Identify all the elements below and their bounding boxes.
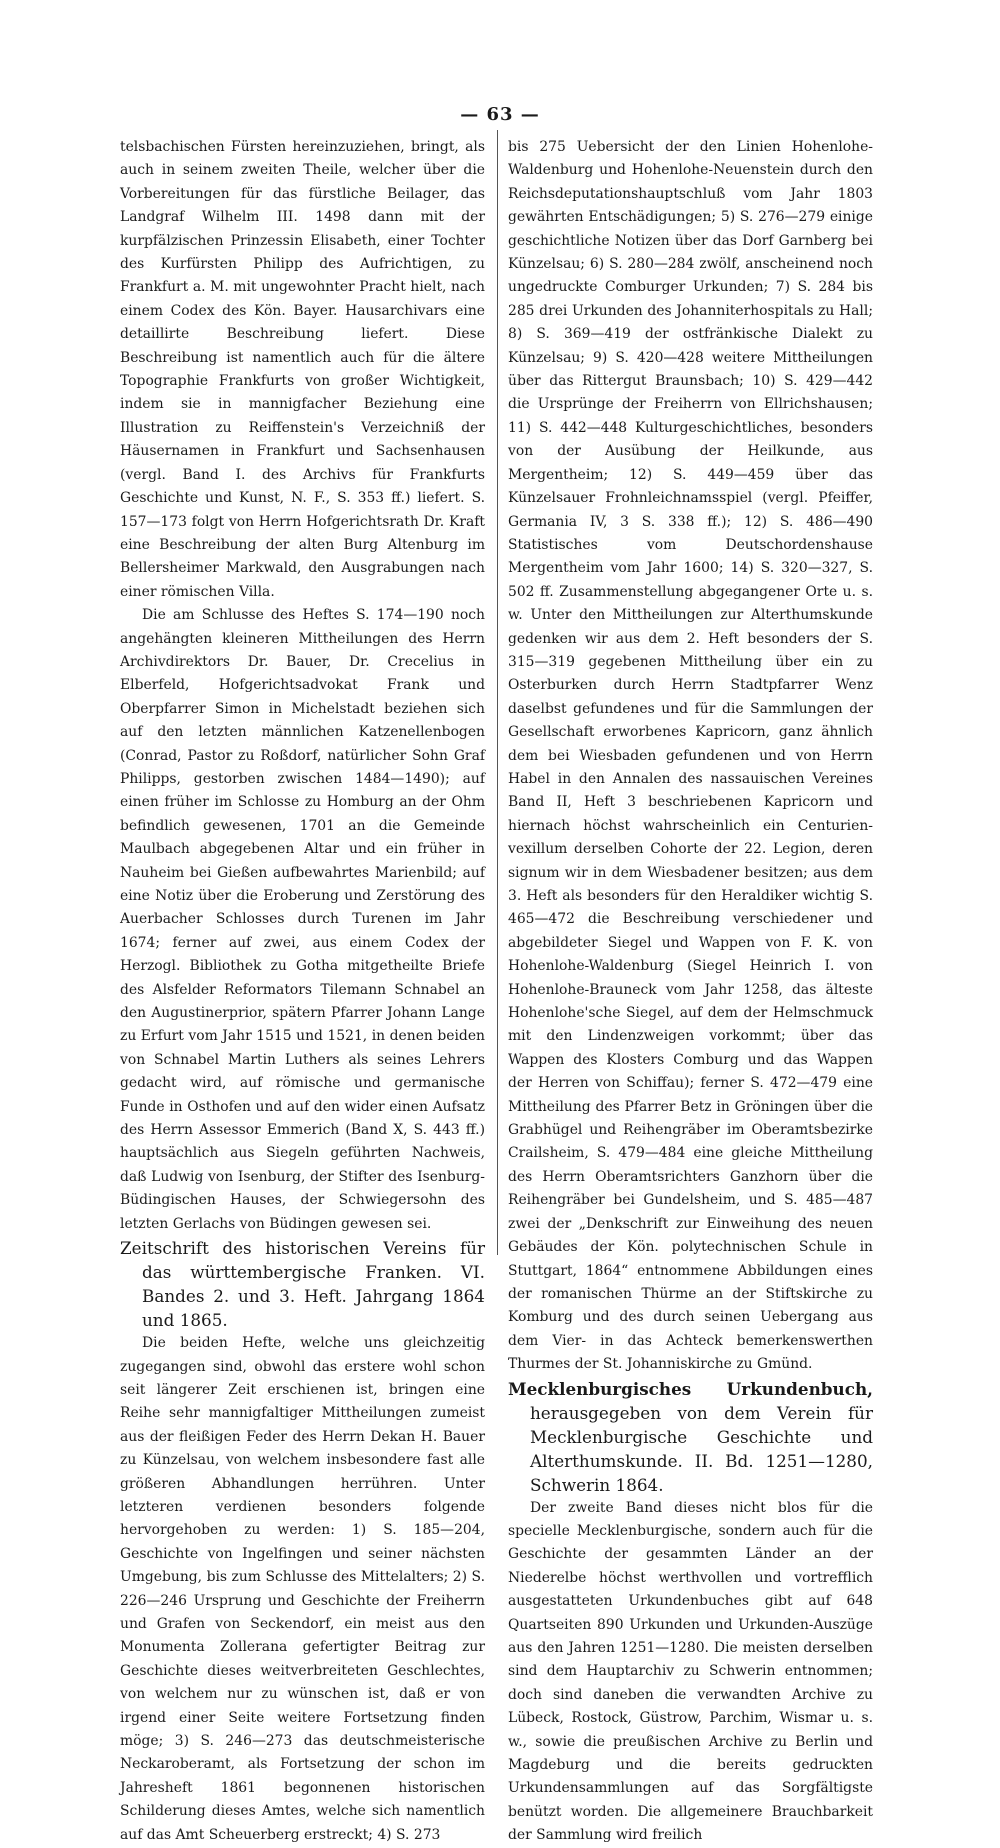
right-column: [508, 136, 873, 1848]
section-heading: [508, 1377, 873, 1497]
heading-title: Mecklenburgisches Urkundenbuch,: [508, 1378, 873, 1399]
paragraph: bis 275 Uebersicht der den Linien Hohenlohe-Waldenburg und Hohenlohe-Neuenstein durch den Reichsdeputationshauptschluß vom Jahr 1803 gewährten Entschädigungen; 5) S. 276—279 einige geschichtliche Notizen über das Dorf Garnberg bei Künzelsau; 6) S. 280—284 zwölf, anscheinend noch ungedruckte Comburger Urkunden; 7) S. 284 bis 285 drei Urkunden des Johanniterhospitals zu Hall; 8) S. 369—419 der ostfränkische Dialekt zu Künzelsau; 9) S. 420—428 weitere Mittheilungen über das Rittergut Braunsbach; 10) S. 429—442 die Ursprünge der Freiherrn von Ellrichshausen; 11) S. 442—448 Kulturgeschichtliches, besonders von der Ausübung der Heilkunde, aus Mergentheim; 12) S. 449—459 über das Künzelsauer Frohnleichnamsspiel (vergl. Pfeiffer, Germania IV, 3 S. 338 ff.); 12) S. 486—490 Statistisches vom Deutschordenshause Mergentheim vom Jahr 1600; 14) S. 320—327, S. 502 ff. Zusammenstellung abgegangener Orte u. s. w. Unter den Mittheilungen zur Alterthumskunde gedenken wir aus dem 2. Heft besonders der S. 315—319 gegebenen Mittheilung über ein zu Osterburken durch Herrn Stadtpfarrer Wenz daselbst gefundenes und für die Sammlungen der Gesellschaft erworbenes Kapricorn, ganz ähnlich dem bei Wiesbaden gefundenen und von Herrn Habel in den Annalen des nassauischen Vereines Band II, Heft 3 beschriebenen Kapricorn und hiernach höchst wahrscheinlich ein Centurien-vexillum derselben Cohorte der 22. Legion, deren signum wir in dem Wiesbadener besitzen; aus dem 3. Heft als besonders für den Heraldiker wichtig S. 465—472 die Beschreibung verschiedener und abgebildeter Siegel und Wappen von F. K. von Hohenlohe-Waldenburg (Siegel Heinrich I. von Hohenlohe-Brauneck vom Jahr 1258, das älteste Hohenlohe'sche Siegel, auf dem der Helmschmuck mit den Lindenzweigen vorkommt; über das Wappen des Klosters Comburg und das Wappen der Herren von Schiffau); ferner S. 472—479 eine Mittheilung des Pfarrer Betz in Gröningen über die Grabhügel und Reihengräber im Oberamtsbezirke Crailsheim, S. 479—484 eine gleiche Mittheilung des Herrn Oberamtsrichters Ganzhorn über die Reihengräber bei Gundelsheim, und S. 485—487 zwei der „Denkschrift zur Einweihung des neuen Gebäudes der Kön. polytechnischen Schule in Stuttgart, 1864“ entnommene Abbildungen eines der romanischen Thürme an der Stiftskirche zu Komburg und des durch seinen Uebergang aus dem Vier- in das Achteck bemerkenswerthen Thurmes der St. Johanniskirche zu Gmünd.: [508, 139, 873, 1373]
paragraph: Der zweite Band dieses nicht blos für die specielle Mecklenburgische, sondern auch für die Geschichte der gesammten Länder an der Niederelbe höchst werthvollen und vortrefflich ausgestatteten Urkundenbuches gibt auf 648 Quartseiten 890 Urkunden und Urkunden-Auszüge aus den Jahren 1251—1280. Die meisten derselben sind dem Hauptarchiv zu Schwerin entnommen; doch sind daneben die verwandten Archive zu Lübeck, Rostock, Güstrow, Parchim, Wismar u. s. w., sowie die preußischen Archive zu Berlin und Magdeburg und die bereits gedruckten Urkundensammlungen auf das Sorgfältigste benützt worden. Die allgemeinere Brauchbarkeit der Sammlung wird freilich: [508, 1499, 873, 1844]
heading-subtitle: herausgegeben von dem Verein für Mecklenburgische Geschichte und Alterthumskunde. II. Bd. 1251—1280, Schwerin 1864.: [530, 1402, 873, 1495]
paragraph: Die am Schlusse des Heftes S. 174—190 noch angehängten kleineren Mittheilungen des Herrn Archivdirektors Dr. Bauer, Dr. Crecelius in Elberfeld, Hofgerichtsadvokat Frank und Oberpfarrer Simon in Michelstadt beziehen sich auf den letzten männlichen Katzenellenbogen (Conrad, Pastor zu Roßdorf, natürlicher Sohn Graf Philipps, gestorben zwischen 1484—1490); auf einen früher im Schlosse zu Homburg an der Ohm befindlich gewesenen, 1701 an die Gemeinde Maulbach abgegebenen Altar und ein früher in Nauheim bei Gießen aufbewahrtes Marienbild; auf eine Notiz über die Eroberung und Zerstörung des Auerbacher Schlosses durch Turenen im Jahr 1674; ferner auf zwei, aus einem Codex der Herzogl. Bibliothek zu Gotha mitgetheilte Briefe des Alsfelder Reformators Tilemann Schnabel an den Augustinerprior, spätern Pfarrer Johann Lange zu Erfurt vom Jahr 1515 und 1521, in denen beiden von Schnabel Martin Luthers als seines Lehrers gedacht wird, auf römische und germanische Funde in Osthofen und auf den wider einen Aufsatz des Herrn Assessor Emmerich (Band X, S. 443 ff.) hauptsächlich aus Siegeln geführten Nachweis, daß Ludwig von Isenburg, der Stifter des Isenburg-Büdingischen Hauses, der Schwiegersohn des letzten Gerlachs von Büdingen gewesen sei.: [120, 607, 485, 1232]
section-heading: Zeitschrift des historischen Vereins für das württembergische Franken. VI. Bandes 2. und 3. Heft. Jahrgang 1864 und 1865.: [120, 1238, 485, 1331]
paragraph: Die beiden Hefte, welche uns gleichzeitig zugegangen sind, obwohl das erstere wohl schon seit längerer Zeit erschienen ist, bringen eine Reihe sehr mannigfaltiger Mittheilungen zumeist aus der fleißigen Feder des Herrn Dekan H. Bauer zu Künzelsau, von welchem insbesondere fast alle größeren Abhandlungen herrühren. Unter letzteren verdienen besonders folgende hervorgehoben zu werden: 1) S. 185—204, Geschichte von Ingelfingen und seiner nächsten Umgebung, bis zum Schlusse des Mittelalters; 2) S. 226—246 Ursprung und Geschichte der Freiherrn und Grafen von Seckendorf, ein meist aus den Monumenta Zollerana gefertigter Beitrag zur Geschichte dieses weitverbreiteten Geschlechtes, von welchem nur zu wünschen ist, daß er von irgend einer Seite weitere Fortsetzung finden möge; 3) S. 246—273 das deutschmeisterische Neckaroberamt, als Fortsetzung der schon im Jahresheft 1861 begonnenen historischen Schilderung dieses Amtes, welche sich namentlich auf das Amt Scheuerberg erstreckt; 4) S. 273: [120, 1335, 485, 1843]
paragraph: telsbachischen Fürsten hereinzuziehen, bringt, als auch in seinem zweiten Theile, welcher über die Vorbereitungen für das fürstliche Beilager, das Landgraf Wilhelm III. 1498 dann mit der kurpfälzischen Prinzessin Elisabeth, einer Tochter des Kurfürsten Philipp des Aufrichtigen, zu Frankfurt a. M. mit ungewohnter Pracht hielt, nach einem Codex des Kön. Bayer. Hausarchivars eine detaillirte Beschreibung liefert. Diese Beschreibung ist namentlich auch für die ältere Topographie Frankfurts von großer Wichtigkeit, indem sie in mannigfacher Beziehung eine Illustration zu Reiffenstein's Verzeichniß der Häusernamen in Frankfurt und Sachsenhausen (vergl. Band I. des Archivs für Frankfurts Geschichte und Kunst, N. F., S. 353 ff.) liefert. S. 157—173 folgt von Herrn Hofgerichtsrath Dr. Kraft eine Beschreibung der alten Burg Altenburg im Bellersheimer Markwald, den Ausgrabungen nach einer römischen Villa.: [120, 139, 485, 600]
page-number: — 63 —: [460, 104, 540, 125]
column-divider: [497, 130, 498, 1255]
left-column: [120, 136, 485, 1847]
